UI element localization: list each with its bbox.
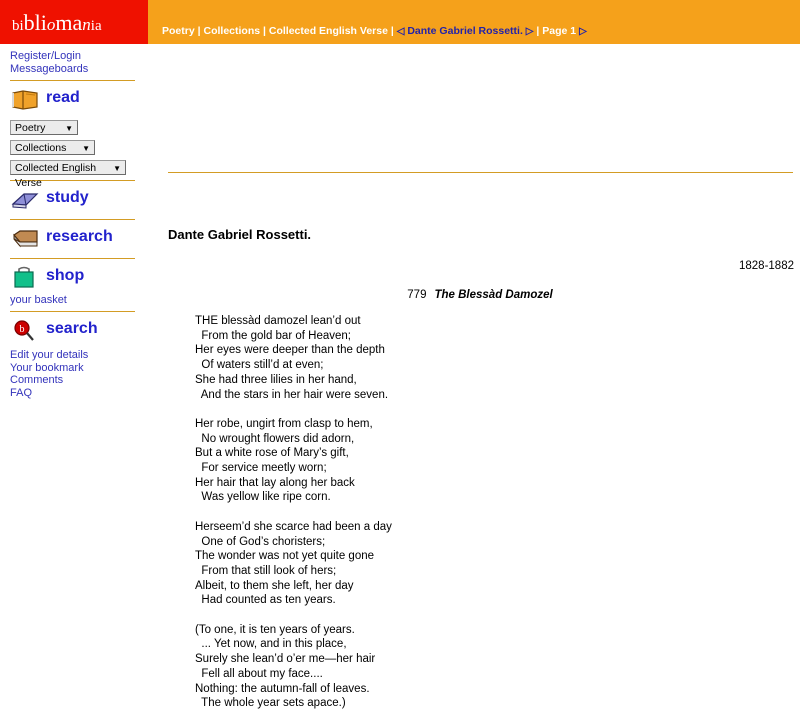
author-dates: 1828-1882: [739, 260, 794, 272]
logo-part-2: bli: [23, 10, 47, 35]
content-divider: [168, 172, 793, 173]
sidebar-section-study[interactable]: [8, 186, 155, 214]
sidebar-top-links: [0, 44, 155, 75]
poem-stanza: [195, 520, 755, 608]
divider: [10, 258, 135, 259]
logo-part-5: n: [82, 15, 91, 34]
sidebar-item-messageboards[interactable]: Messageboards: [10, 62, 89, 75]
sidebar-section-label-study: study: [46, 189, 89, 206]
category-select[interactable]: [10, 120, 78, 135]
divider: [10, 311, 135, 312]
poem-line: Of waters still’d at even;: [195, 359, 324, 372]
sidebar-item-your-basket[interactable]: your basket: [10, 294, 67, 306]
sidebar-section-label-search: search: [46, 320, 98, 337]
poem-line: One of God’s choristers;: [195, 535, 326, 548]
poem-number: 779: [407, 289, 427, 301]
logo-part-4: ma: [55, 10, 83, 35]
poem-line: THE blessàd damozel lean’d out: [195, 315, 361, 327]
poem-line: She had three lilies in her hand,: [195, 373, 357, 386]
poem-line: Her eyes were deeper than the depth: [195, 344, 385, 357]
site-logo[interactable]: [12, 12, 102, 37]
poem-line: Had counted as ten years.: [195, 594, 336, 607]
poem-line: From the gold bar of Heaven;: [195, 329, 351, 342]
breadcrumb-item-collected-english-verse[interactable]: Collected English Verse: [268, 25, 388, 37]
sidebar-section-shop[interactable]: [8, 264, 155, 292]
next-arrow-icon[interactable]: ▷: [525, 26, 534, 37]
page-title: Dante Gabriel Rossetti.: [168, 227, 312, 242]
poem-line: The wonder was not yet quite gone: [195, 550, 375, 563]
poem-line: Surely she lean’d o’er me—her hair: [195, 653, 376, 666]
sidebar-basket-link-wrap: [10, 294, 155, 306]
magnifier-icon: [10, 319, 40, 343]
volume-select-value: Collected English Verse: [15, 162, 97, 189]
poem-line: Herseem’d she scarce had been a day: [195, 520, 392, 533]
sidebar-item-comments[interactable]: Comments: [10, 374, 64, 386]
logo-part-6: ia: [90, 18, 102, 34]
collection-select-value: Collections: [15, 142, 67, 154]
main-content: [160, 44, 800, 710]
prev-arrow-icon[interactable]: ◁: [396, 26, 405, 37]
sidebar-section-label-read: read: [46, 89, 80, 106]
open-book-icon: [10, 188, 40, 212]
page-body: [0, 44, 800, 710]
sidebar-section-research[interactable]: [8, 225, 155, 253]
breadcrumb-separator: |: [263, 25, 266, 37]
divider: [10, 219, 135, 220]
sidebar-item-register-login[interactable]: Register/Login: [10, 50, 81, 62]
brown-book-icon: [10, 227, 40, 251]
logo-part-1: bi: [12, 18, 24, 34]
category-select-value: Poetry: [15, 122, 46, 134]
breadcrumb-current-author: Dante Gabriel Rossetti.: [407, 25, 523, 37]
poem-title: The Blessàd Damozel: [434, 289, 553, 301]
poem-line: Her robe, ungirt from clasp to hem,: [195, 417, 373, 430]
breadcrumb-separator: |: [536, 25, 540, 37]
sidebar-section-read[interactable]: [8, 86, 155, 114]
poem-line: ... Yet now, and in this place,: [195, 638, 347, 651]
poem-line: No wrought flowers did adorn,: [195, 432, 355, 445]
sidebar: [0, 44, 155, 600]
poem-line: And the stars in her hair were seven.: [195, 388, 389, 401]
poem-line: Her hair that lay along her back: [195, 476, 355, 489]
poem-stanza: [195, 623, 755, 711]
poem-line: From that still look of hers;: [195, 564, 337, 577]
breadcrumb-separator: |: [197, 25, 201, 37]
breadcrumb-item-poetry[interactable]: Poetry: [162, 25, 195, 37]
breadcrumb: [162, 25, 587, 38]
poem-line: The whole year sets apace.): [195, 697, 346, 710]
poem-line: Fell all about my face....: [195, 667, 323, 680]
orange-book-icon: [10, 88, 40, 112]
sidebar-section-label-shop: shop: [46, 267, 85, 284]
breadcrumb-separator: |: [390, 25, 394, 37]
divider: [10, 80, 135, 81]
poem-line: But a white rose of Mary’s gift,: [195, 447, 349, 460]
next-page-arrow-icon[interactable]: ▷: [579, 26, 587, 37]
volume-select[interactable]: [10, 160, 126, 189]
sidebar-section-label-research: research: [46, 228, 113, 245]
shopping-bag-icon: [10, 266, 40, 290]
breadcrumb-item-collections[interactable]: Collections: [203, 25, 261, 37]
sidebar-item-your-bookmark[interactable]: Your bookmark: [10, 361, 84, 374]
poem-line: (To one, it is ten years of years.: [195, 623, 355, 636]
breadcrumb-page-label: Page 1: [542, 25, 577, 37]
sidebar-section-search[interactable]: [8, 317, 155, 345]
chevron-down-icon: ▼: [82, 144, 90, 153]
collection-select[interactable]: [10, 140, 95, 155]
poem-line: Albeit, to them she left, her day: [195, 579, 354, 592]
chevron-down-icon: ▼: [113, 164, 121, 173]
poem-text: [195, 314, 755, 726]
poem-heading: [160, 289, 800, 301]
sidebar-item-edit-your-details[interactable]: Edit your details: [10, 349, 89, 361]
site-header: [0, 0, 800, 44]
poem-stanza: [195, 314, 755, 402]
sidebar-item-faq[interactable]: FAQ: [10, 386, 33, 399]
sidebar-selects: [10, 120, 155, 189]
poem-line: For service meetly worn;: [195, 462, 327, 475]
svg-text:b: b: [19, 324, 25, 335]
chevron-down-icon: ▼: [65, 124, 73, 133]
poem-line: Nothing: the autumn-fall of leaves.: [195, 682, 370, 695]
poem-line: Was yellow like ripe corn.: [195, 491, 331, 504]
sidebar-bottom-links: [10, 349, 155, 399]
poem-stanza: [195, 417, 755, 505]
logo-part-3: o: [46, 15, 56, 34]
